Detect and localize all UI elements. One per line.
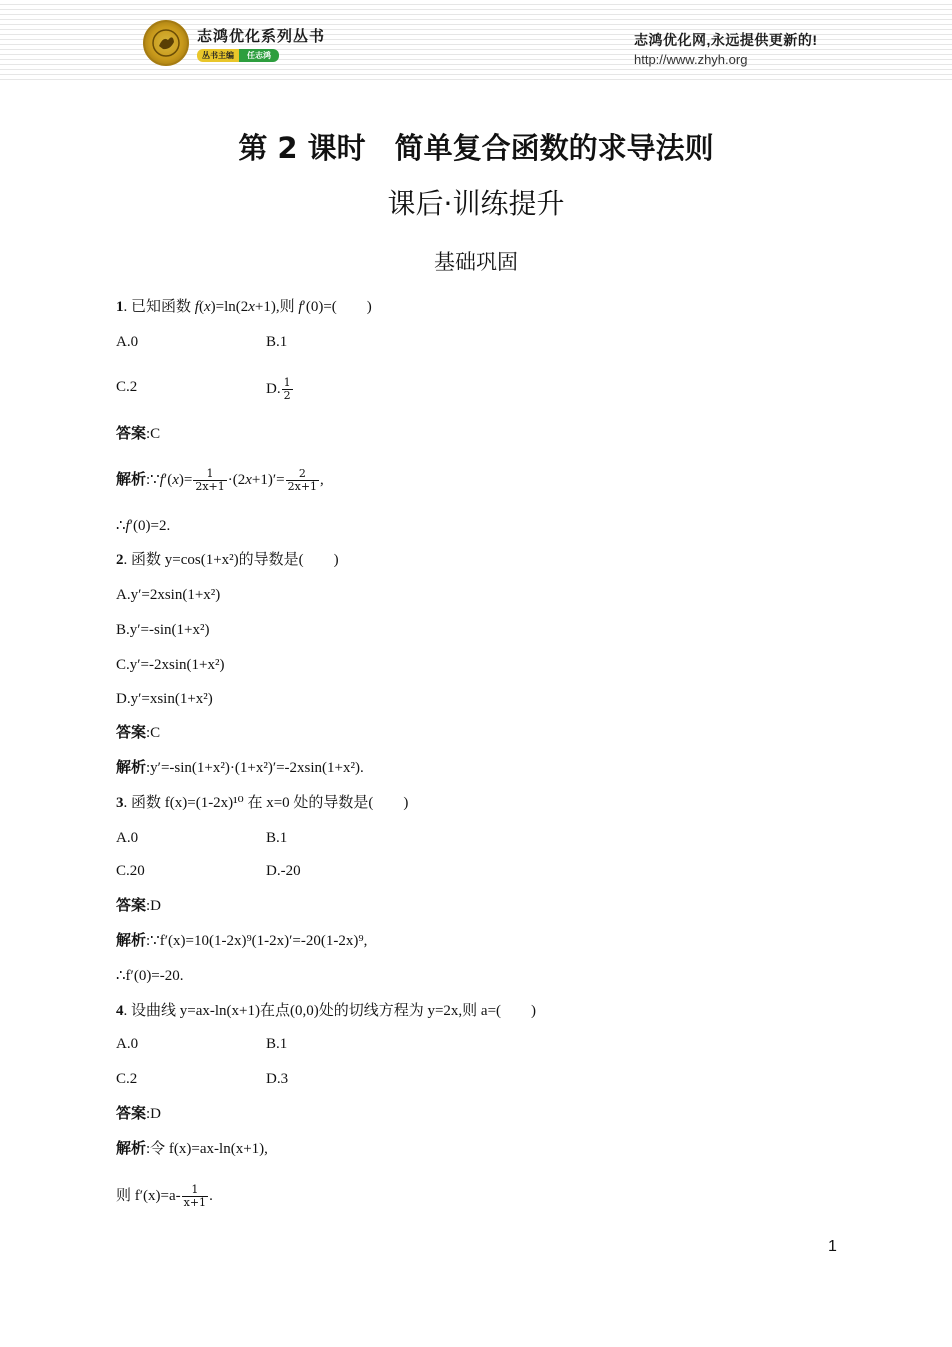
q3-answer: 答案:D [116,898,162,914]
header-slogan [634,30,818,67]
q4-analysis-line2: 则 f′(x)=a- $\frac{1}{x+1}$ . [116,1183,213,1209]
q4-options-row2 [116,1069,289,1089]
lesson-subtitle: 课后·训练提升 [387,187,565,220]
q1-option-b: B.1 [266,334,288,350]
q2-option-b: B.y′=-sin(1+x²) [116,622,210,638]
series-editor-name: 任志鸿 [239,49,279,62]
series-title: 志鸿优化系列丛书 [197,27,326,45]
q3-options-row2 [116,861,301,881]
q3-option-d: D.-20 [266,863,301,879]
section-heading: 基础巩固 [434,250,518,274]
q4-option-a: A.0 [116,1036,139,1052]
q1-stem: 1. 已知函数 f(x)=ln(2x+1),则 f′(0)=( ) [116,299,372,315]
q3-option-a: A.0 [116,830,139,846]
site-url: http://www.zhyh.org [634,52,748,67]
q3-options-row1 [116,828,288,848]
q1-conclusion: ∴f′(0)=2. [116,518,171,534]
q3-option-b: B.1 [266,830,288,846]
q4-option-c: C.2 [116,1071,138,1087]
page-header [0,0,952,82]
q4-options-row1 [116,1034,288,1054]
series-editor-label: 丛书主编 [197,49,239,62]
q2-option-a: A.y′=2xsin(1+x²) [116,587,221,603]
q2-analysis: 解析:y′=-sin(1+x²)·(1+x²)′=-2xsin(1+x²). [116,760,364,776]
q4-stem: 4. 设曲线 y=ax-ln(x+1)在点(0,0)处的切线方程为 y=2x,则 a=( ) [116,1003,537,1019]
q2-stem: 2. 函数 y=cos(1+x²)的导数是( ) [116,552,339,568]
q1-option-d: D. $\frac{1}{2}$ [266,376,291,402]
q4-option-d: D.3 [266,1071,289,1087]
q3-stem: 3. 函数 f(x)=(1-2x)¹⁰ 在 x=0 处的导数是( ) [116,795,409,811]
q1-options-row1 [116,332,288,352]
q3-option-c: C.20 [116,863,145,879]
page-number: 1 [828,1238,837,1255]
q4-analysis: 解析:令 f(x)=ax-ln(x+1), [116,1141,268,1157]
q3-analysis: 解析:∵f′(x)=10(1-2x)⁹(1-2x)′=-20(1-2x)⁹, [116,933,368,949]
q4-option-b: B.1 [266,1036,288,1052]
q4-answer: 答案:D [116,1106,162,1122]
q1-option-c: C.2 [116,379,138,395]
q3-conclusion: ∴f′(0)=-20. [116,968,184,984]
seal-icon [143,20,189,66]
brand-logo [143,18,325,68]
q1-option-a: A.0 [116,334,139,350]
q2-answer: 答案:C [116,725,161,741]
q2-option-c: C.y′=-2xsin(1+x²) [116,657,225,673]
q1-answer: 答案:C [116,426,161,442]
slogan-text: 志鸿优化网,永远提供更新的! [634,32,818,48]
q1-analysis: 解析:∵f′(x)= $\frac{1}{2x+1}$ ·(2x+1)′= $\frac{2}{2x+1}$ , [116,467,324,493]
q1-options-row2 [116,376,291,402]
lesson-title: 第 2 课时 简单复合函数的求导法则 [238,131,714,165]
q2-option-d: D.y′=xsin(1+x²) [116,691,213,707]
